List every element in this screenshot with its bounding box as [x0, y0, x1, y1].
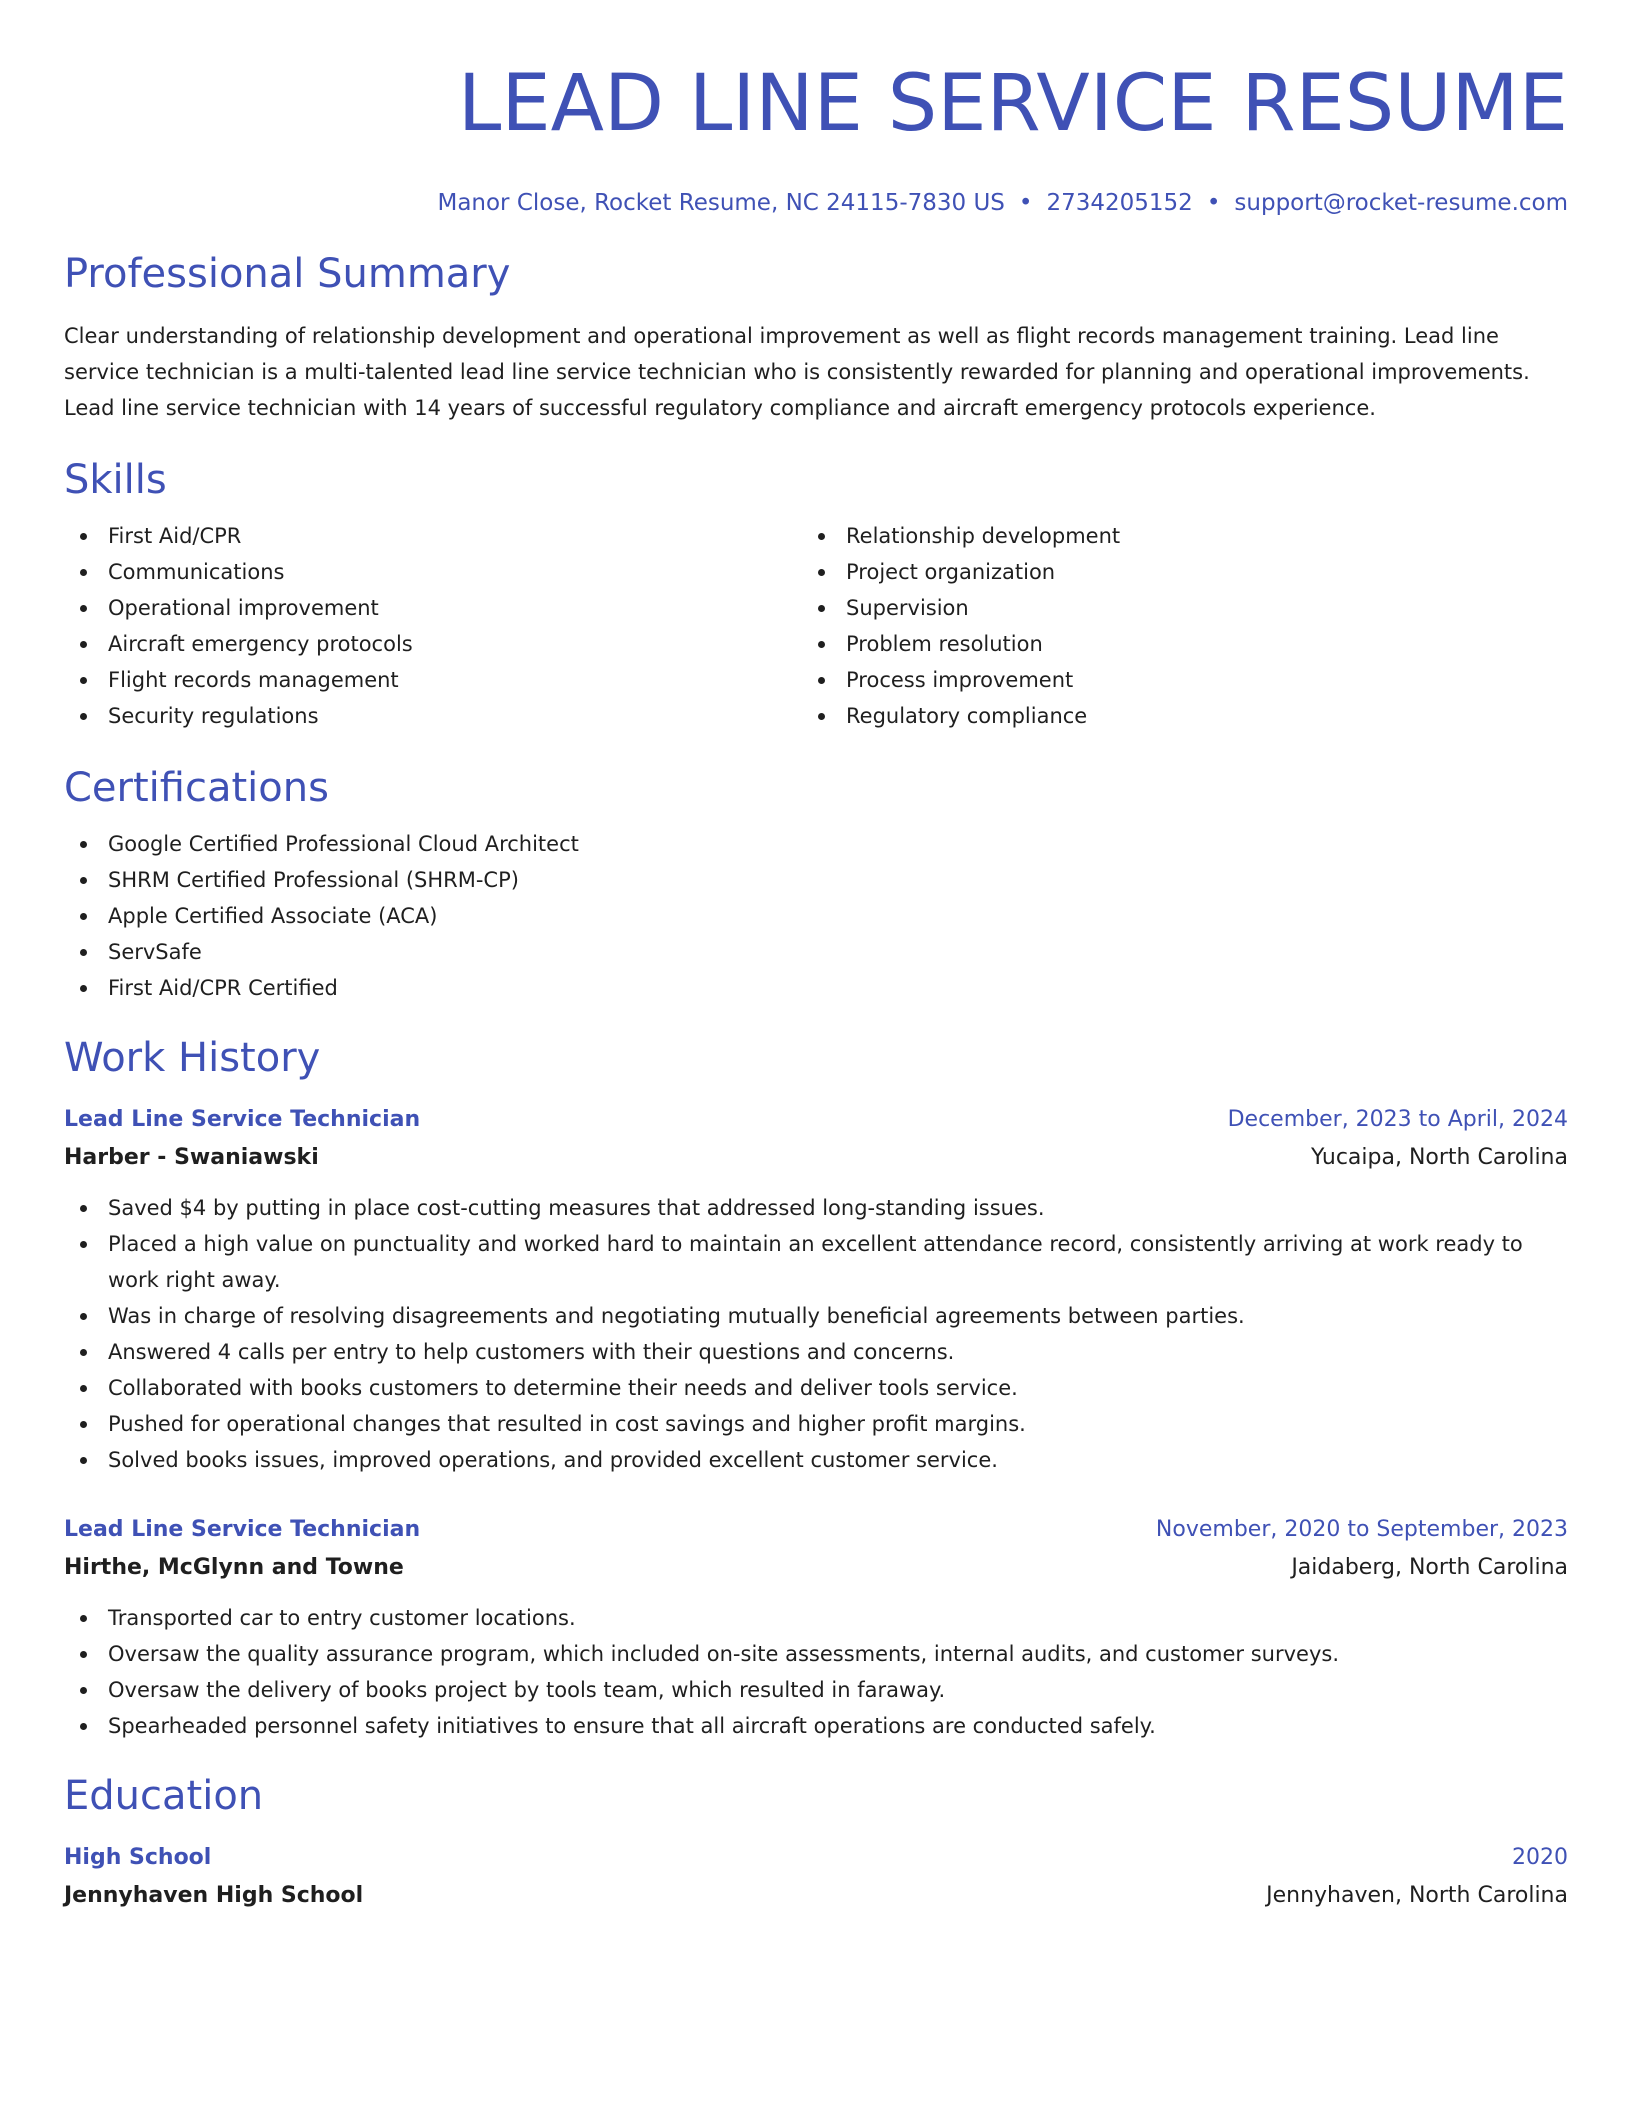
resume-header [64, 56, 1568, 218]
job-entry [64, 1512, 1568, 1744]
skill-item: Supervision [802, 590, 1540, 626]
summary-section [64, 248, 1568, 426]
job-header-row [64, 1512, 1568, 1548]
section-title-work-history: Work History [64, 1035, 321, 1081]
job-dates: November, 2020 to September, 2023 [1155, 1517, 1568, 1542]
skill-item: First Aid/CPR [64, 518, 802, 554]
certifications-section [64, 762, 1568, 1006]
contact-separator: • [1206, 190, 1221, 216]
education-location: Jennyhaven, North Carolina [1266, 1883, 1568, 1908]
skills-list-left [64, 518, 802, 734]
job-title: Lead Line Service Technician [64, 1517, 421, 1542]
skill-item: Communications [64, 554, 802, 590]
education-degree: High School [64, 1845, 212, 1870]
certification-item: ServSafe [64, 934, 1568, 970]
job-duty-item: Transported car to entry customer locations. [64, 1600, 1568, 1636]
resume-name: LEAD LINE SERVICE RESUME [457, 59, 1568, 149]
job-duty-item: Oversaw the delivery of books project by tools team, which resulted in faraway. [64, 1672, 1568, 1708]
job-duties-list [64, 1600, 1568, 1744]
job-company-row [64, 1548, 1568, 1588]
job-duty-item: Pushed for operational changes that resulted in cost savings and higher profit margins. [64, 1406, 1568, 1442]
education-entry [64, 1840, 1568, 1916]
skill-item: Relationship development [802, 518, 1540, 554]
job-company: Harber - Swaniawski [64, 1145, 319, 1170]
job-duty-item: Collaborated with books customers to determine their needs and deliver tools service. [64, 1370, 1568, 1406]
skills-column-right [802, 518, 1540, 734]
skill-item: Operational improvement [64, 590, 802, 626]
certification-item: Apple Certified Associate (ACA) [64, 898, 1568, 934]
summary-text: Clear understanding of relationship development and operational improvement as well as flight records management training. Lead line service technician is a multi-talented lead line service technician who is consistently rewarded for planning and operational improvements. Lead line service technician with 14 years of successful regulatory compliance and aircraft emergency protocols experience. [64, 324, 1530, 420]
job-duty-item: Answered 4 calls per entry to help customers with their questions and concerns. [64, 1334, 1568, 1370]
section-title-summary: Professional Summary [64, 251, 511, 297]
job-company-row [64, 1138, 1568, 1178]
skills-list-right [802, 518, 1540, 734]
certification-item: First Aid/CPR Certified [64, 970, 1568, 1006]
skills-column-left [64, 518, 802, 734]
education-section [64, 1770, 1568, 1916]
skills-section [64, 454, 1568, 734]
job-location: Yucaipa, North Carolina [1310, 1145, 1568, 1170]
skill-item: Project organization [802, 554, 1540, 590]
job-duty-item: Oversaw the quality assurance program, which included on-site assessments, internal audits, and customer surveys. [64, 1636, 1568, 1672]
section-title-education: Education [64, 1773, 264, 1819]
job-company: Hirthe, McGlynn and Towne [64, 1555, 404, 1580]
job-title: Lead Line Service Technician [64, 1107, 421, 1132]
section-title-skills: Skills [64, 457, 167, 503]
education-school: Jennyhaven High School [64, 1883, 364, 1908]
job-entry [64, 1102, 1568, 1478]
certification-item: SHRM Certified Professional (SHRM-CP) [64, 862, 1568, 898]
job-duty-item: Solved books issues, improved operations, and provided excellent customer service. [64, 1442, 1568, 1478]
section-title-certifications: Certifications [64, 765, 329, 811]
contact-separator: • [1018, 190, 1033, 216]
contact-email: support@rocket-resume.com [1234, 190, 1568, 216]
education-header-row [64, 1840, 1568, 1876]
education-school-row [64, 1876, 1568, 1916]
skill-item: Process improvement [802, 662, 1540, 698]
job-duties-list [64, 1190, 1568, 1478]
job-dates: December, 2023 to April, 2024 [1227, 1107, 1568, 1132]
job-location: Jaidaberg, North Carolina [1291, 1555, 1568, 1580]
job-header-row [64, 1102, 1568, 1138]
skill-item: Flight records management [64, 662, 802, 698]
skill-item: Security regulations [64, 698, 802, 734]
certifications-list [64, 826, 1568, 1006]
skill-item: Regulatory compliance [802, 698, 1540, 734]
skills-grid [64, 518, 1568, 734]
job-duty-item: Spearheaded personnel safety initiatives to ensure that all aircraft operations are conducted safely. [64, 1708, 1568, 1744]
education-year: 2020 [1512, 1845, 1568, 1870]
contact-line [64, 188, 1568, 218]
skill-item: Aircraft emergency protocols [64, 626, 802, 662]
contact-address: Manor Close, Rocket Resume, NC 24115-7830 US [437, 190, 1005, 216]
certification-item: Google Certified Professional Cloud Architect [64, 826, 1568, 862]
job-duty-item: Saved $4 by putting in place cost-cutting measures that addressed long-standing issues. [64, 1190, 1568, 1226]
work-history-section [64, 1032, 1568, 1744]
job-duty-item: Placed a high value on punctuality and worked hard to maintain an excellent attendance record, consistently arriving at work ready to work right away. [64, 1226, 1568, 1298]
skill-item: Problem resolution [802, 626, 1540, 662]
contact-phone: 2734205152 [1046, 190, 1193, 216]
job-duty-item: Was in charge of resolving disagreements and negotiating mutually beneficial agreements between parties. [64, 1298, 1568, 1334]
